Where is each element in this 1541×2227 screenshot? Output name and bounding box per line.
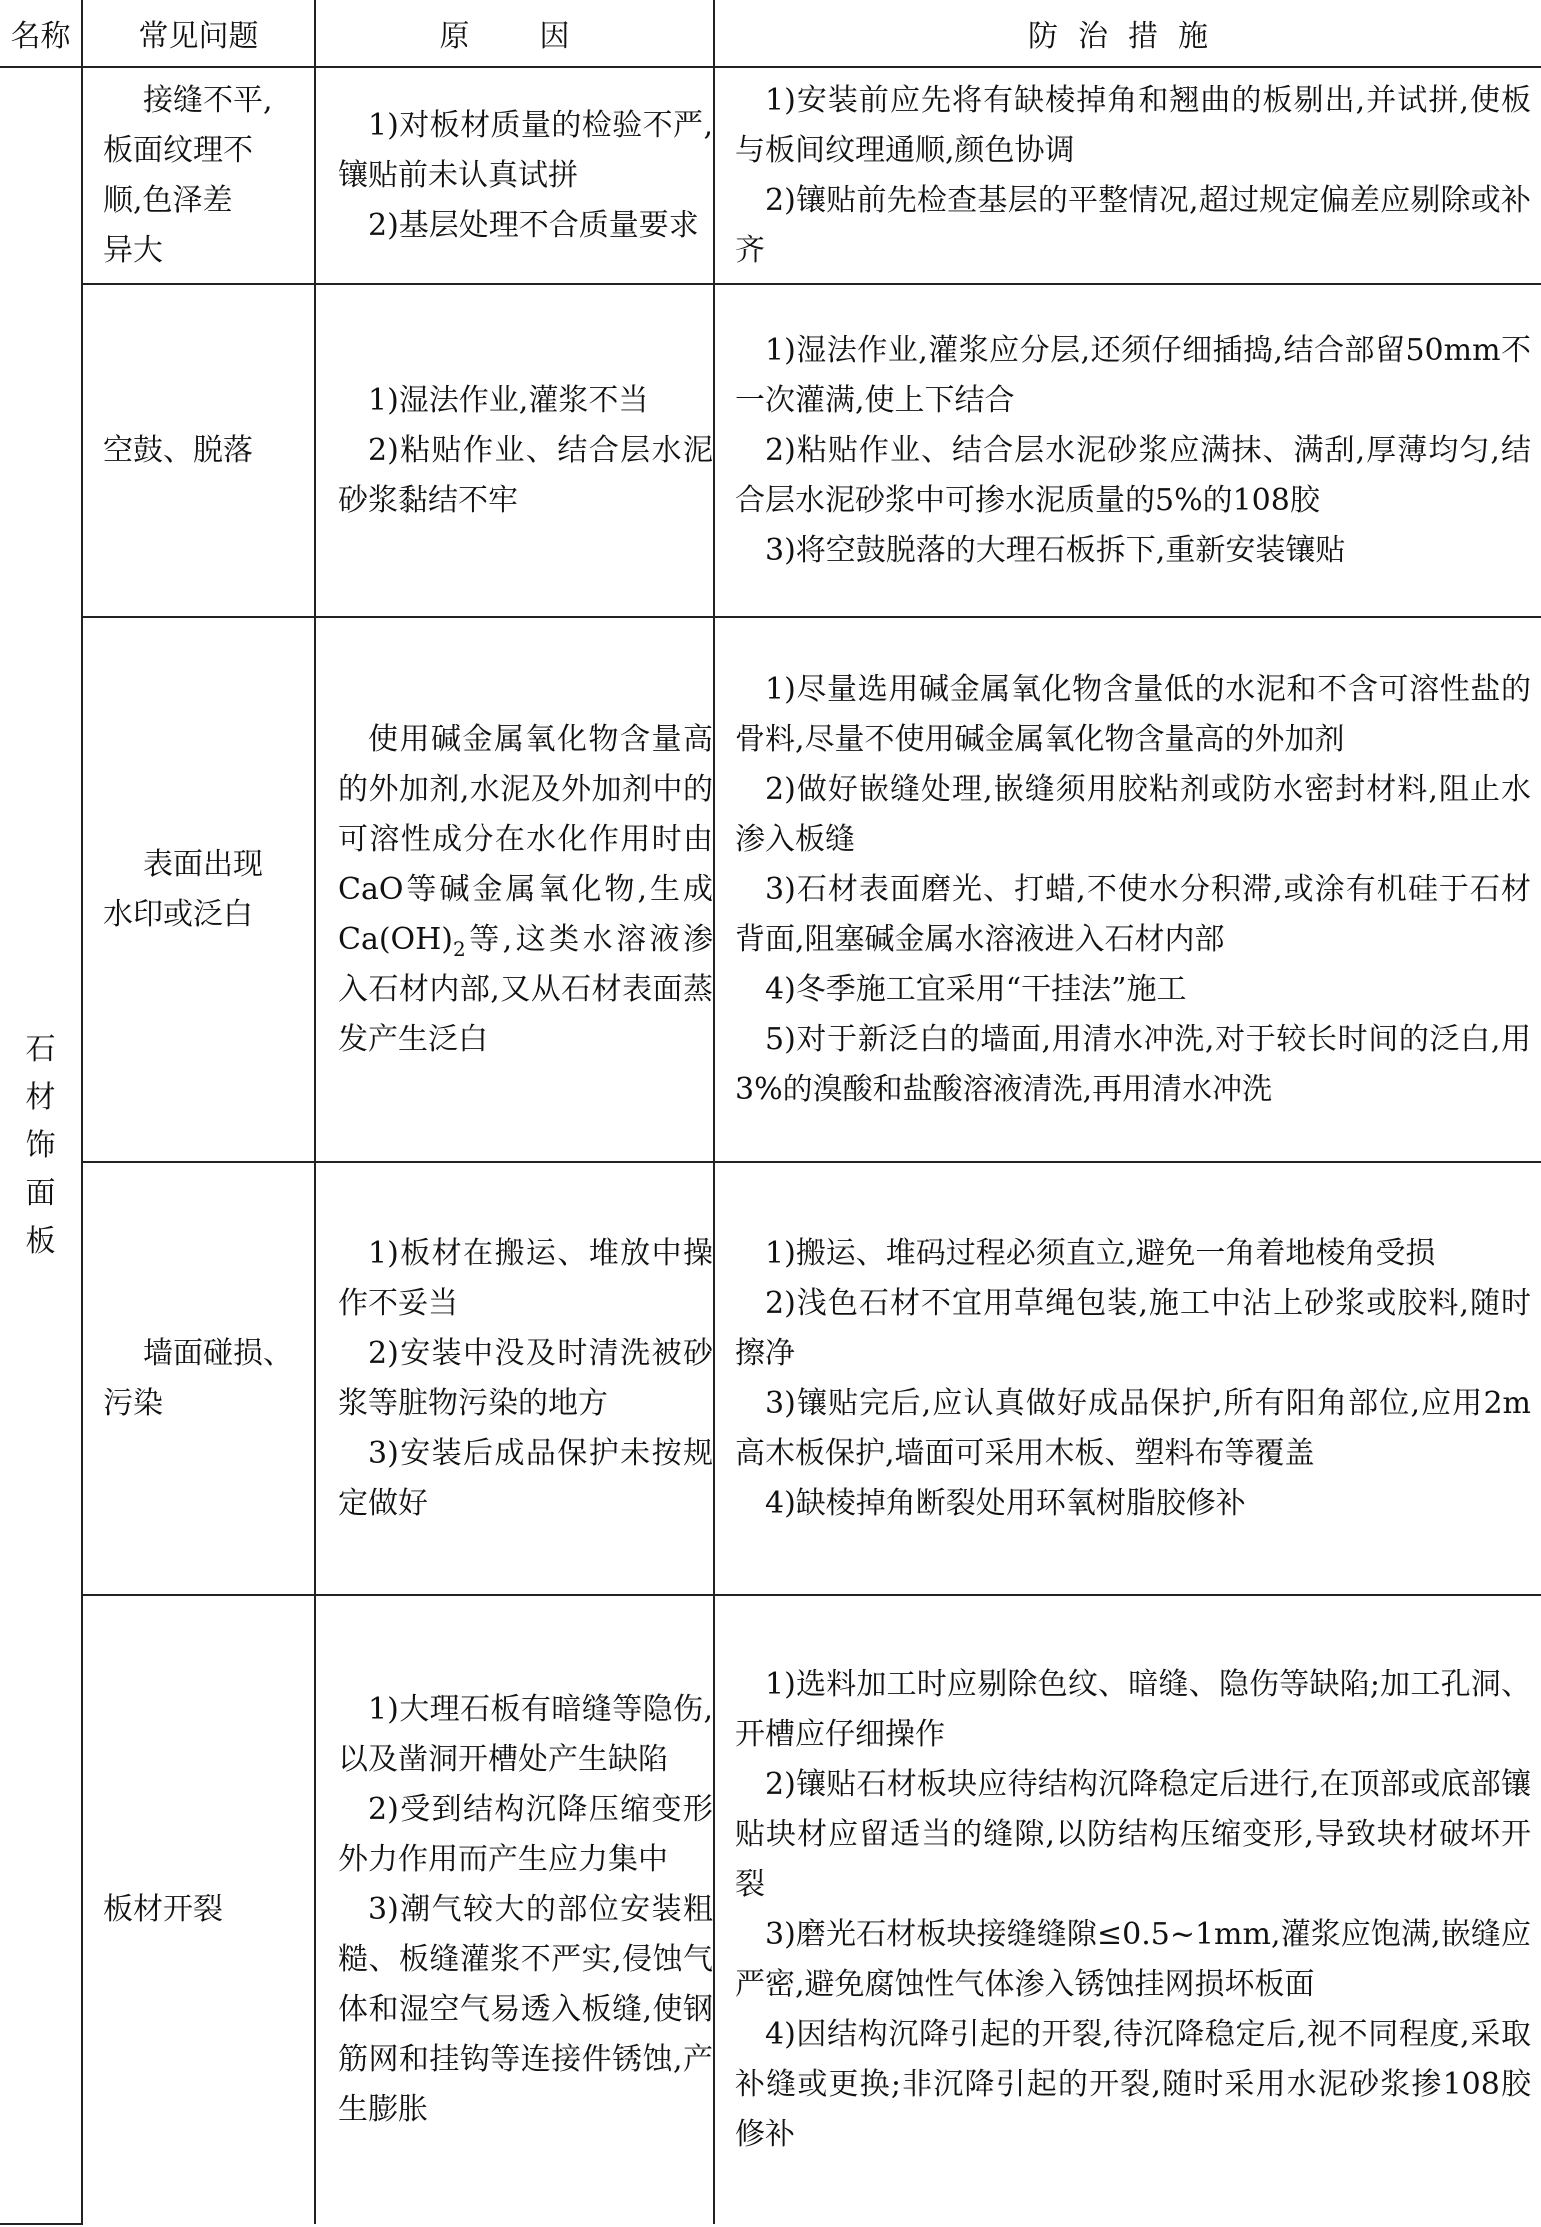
header-problem: 常见问题 xyxy=(82,0,315,67)
table-row xyxy=(0,1162,1541,1595)
category-label: 石 材 饰 面 板 xyxy=(25,1031,56,1259)
measures-cell: 1)安装前应先将有缺棱掉角和翘曲的板剔出,并试拼,使板与板间纹理通顺,颜色协调 2)镶贴前先检查基层的平整情况,超过规定偏差应剔除或补齐 xyxy=(714,67,1541,284)
measures-cell: 1)尽量选用碱金属氧化物含量低的水泥和不含可溶性盐的骨料,尽量不使用碱金属氧化物含量高的外加剂 2)做好嵌缝处理,嵌缝须用胶粘剂或防水密封材料,阻止水渗入板缝 3)石材表面磨光、打蜡,不使水分积滞,或涂有机硅于石材背面,阻塞碱金属水溶液进入石材内部 4)冬季施工宜采用“干挂法”施工 5)对于新泛白的墙面,用清水冲洗,对于较长时间的泛白,用3%的溴酸和盐酸溶液清洗,再用清水冲洗 xyxy=(714,617,1541,1162)
table-row xyxy=(0,284,1541,617)
subscript: 2 xyxy=(453,936,466,961)
table-row xyxy=(0,67,1541,284)
cause-cell xyxy=(315,617,714,1162)
problem-cell: 空鼓、脱落 xyxy=(82,284,315,617)
problem-cell: 接缝不平, 板面纹理不 顺,色泽差 异大 xyxy=(82,67,315,284)
cause-cell: 1)对板材质量的检验不严,镶贴前未认真试拼 2)基层处理不合质量要求 xyxy=(315,67,714,284)
problem-cell: 墙面碰损、 污染 xyxy=(82,1162,315,1595)
header-row xyxy=(0,0,1541,67)
problem-cell: 板材开裂 xyxy=(82,1595,315,2224)
table-row xyxy=(0,617,1541,1162)
table-row xyxy=(0,1595,1541,2224)
header-cause: 原 因 xyxy=(315,0,714,67)
header-name: 名称 xyxy=(0,0,82,67)
category-cell xyxy=(0,67,82,2224)
measures-cell: 1)湿法作业,灌浆应分层,还须仔细插捣,结合部留50mm不一次灌满,使上下结合 2)粘贴作业、结合层水泥砂浆应满抹、满刮,厚薄均匀,结合层水泥砂浆中可掺水泥质量的5%的108胶 3)将空鼓脱落的大理石板拆下,重新安装镶贴 xyxy=(714,284,1541,617)
cause-text: 使用碱金属氧化物含量高的外加剂,水泥及外加剂中的可溶性成分在水化作用时由CaO等碱金属氧化物,生成Ca(OH) xyxy=(338,721,713,957)
problem-cell: 表面出现 水印或泛白 xyxy=(82,617,315,1162)
cause-text-cont: 等,这类水溶液渗入石材内部,又从石材表面蒸发产生泛白 xyxy=(338,921,713,1057)
header-measures: 防治措施 xyxy=(714,0,1541,67)
cause-cell: 1)大理石板有暗缝等隐伤,以及凿洞开槽处产生缺陷 2)受到结构沉降压缩变形外力作用而产生应力集中 3)潮气较大的部位安装粗糙、板缝灌浆不严实,侵蚀气体和湿空气易透入板缝,使钢筋网和挂钩等连接件锈蚀,产生膨胀 xyxy=(315,1595,714,2224)
cause-cell: 1)湿法作业,灌浆不当 2)粘贴作业、结合层水泥砂浆黏结不牢 xyxy=(315,284,714,617)
cause-cell: 1)板材在搬运、堆放中操作不妥当 2)安装中没及时清洗被砂浆等脏物污染的地方 3)安装后成品保护未按规定做好 xyxy=(315,1162,714,1595)
measures-cell: 1)搬运、堆码过程必须直立,避免一角着地棱角受损 2)浅色石材不宜用草绳包装,施工中沾上砂浆或胶料,随时擦净 3)镶贴完后,应认真做好成品保护,所有阳角部位,应用2m高木板保护,墙面可采用木板、塑料布等覆盖 4)缺棱掉角断裂处用环氧树脂胶修补 xyxy=(714,1162,1541,1595)
measures-cell: 1)选料加工时应剔除色纹、暗缝、隐伤等缺陷;加工孔洞、开槽应仔细操作 2)镶贴石材板块应待结构沉降稳定后进行,在顶部或底部镶贴块材应留适当的缝隙,以防结构压缩变形,导致块材破坏开裂 3)磨光石材板块接缝缝隙≤0.5~1mm,灌浆应饱满,嵌缝应严密,避免腐蚀性气体渗入锈蚀挂网损坏板面 4)因结构沉降引起的开裂,待沉降稳定后,视不同程度,采取补缝或更换;非沉降引起的开裂,随时采用水泥砂浆掺108胶修补 xyxy=(714,1595,1541,2224)
